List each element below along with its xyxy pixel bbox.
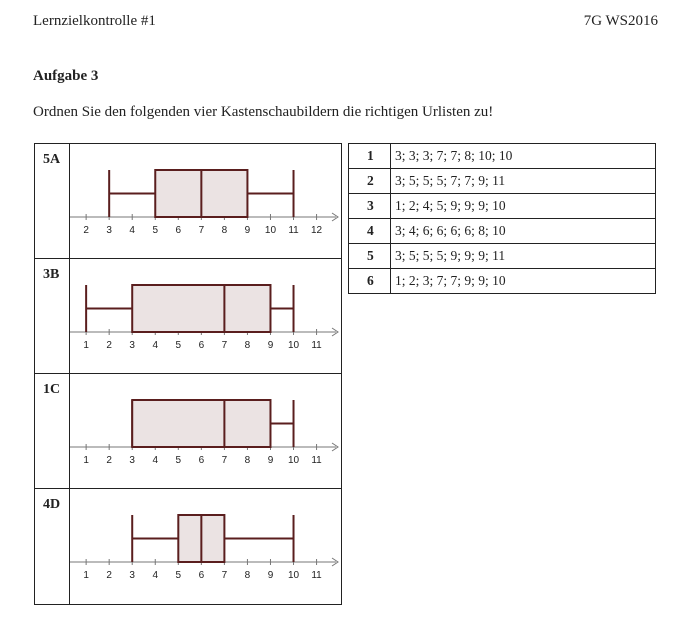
x-tick-label: 2 [83,225,89,236]
boxplot-row [35,374,341,489]
x-tick-label: 9 [267,570,274,581]
x-tick-label: 3 [129,570,135,581]
x-tick-label: 2 [106,570,112,581]
list-values: 3; 3; 3; 7; 7; 8; 10; 10 [391,144,656,169]
x-tick-label: 1 [83,340,89,351]
x-tick-label: 9 [267,455,274,466]
x-tick-label: 10 [264,225,277,236]
x-tick-label: 7 [221,455,228,466]
x-tick-label: 11 [311,570,322,581]
x-tick-label: 4 [152,340,159,351]
x-tick-label: 2 [106,340,112,351]
x-tick-label: 8 [244,455,251,466]
boxplot-chart [70,374,341,488]
boxplot-chart [70,489,341,603]
list-number: 5 [349,244,391,269]
x-tick-label: 7 [198,225,205,236]
x-tick-label: 10 [287,455,300,466]
boxplot-chart [70,259,341,373]
boxplot-label: 4D [35,489,70,604]
table-row [349,269,656,294]
list-number: 6 [349,269,391,294]
table-row [349,219,656,244]
boxplot-area [70,374,341,488]
boxplot-label: 3B [35,259,70,373]
task-instruction: Ordnen Sie den folgenden vier Kastenschaubildern die richtigen Urlisten zu! [33,104,494,120]
list-values: 1; 2; 4; 5; 9; 9; 9; 10 [391,194,656,219]
x-tick-label: 1 [83,455,89,466]
table-row [349,144,656,169]
x-tick-label: 9 [244,225,251,236]
box-iqr [132,400,270,447]
x-tick-label: 6 [198,455,205,466]
boxplot-row [35,259,341,374]
boxplot-area [70,489,341,604]
x-tick-label: 8 [244,340,251,351]
x-tick-label: 3 [129,340,135,351]
list-number: 1 [349,144,391,169]
x-tick-label: 12 [311,225,323,236]
boxplot-area [70,144,341,258]
x-tick-label: 3 [106,225,112,236]
table-row [349,194,656,219]
list-values: 3; 4; 6; 6; 6; 6; 8; 10 [391,219,656,244]
x-tick-label: 4 [129,225,135,236]
list-values: 3; 5; 5; 5; 9; 9; 9; 11 [391,244,656,269]
x-tick-label: 6 [198,570,205,581]
table-row [349,244,656,269]
x-tick-label: 10 [287,340,300,351]
x-tick-label: 8 [221,225,228,236]
x-tick-label: 11 [311,455,322,466]
boxplot-chart [70,144,341,258]
boxplot-label: 5A [35,144,70,258]
boxplot-row [35,489,341,604]
x-tick-label: 6 [198,340,205,351]
boxplot-row [35,144,341,259]
x-tick-label: 1 [83,570,89,581]
header-right: 7G WS2016 [583,13,658,29]
x-tick-label: 5 [175,570,182,581]
list-number: 3 [349,194,391,219]
list-values: 1; 2; 3; 7; 7; 9; 9; 10 [391,269,656,294]
table-row [349,169,656,194]
x-tick-label: 8 [244,570,251,581]
x-tick-label: 2 [106,455,112,466]
boxplot-area [70,259,341,373]
box-iqr [132,285,270,332]
x-tick-label: 11 [288,225,299,236]
header-left: Lernzielkontrolle #1 [33,13,156,29]
x-tick-label: 5 [175,455,182,466]
x-tick-label: 5 [152,225,159,236]
x-tick-label: 5 [175,340,182,351]
list-number: 4 [349,219,391,244]
boxplot-panel [34,143,342,605]
list-values: 3; 5; 5; 5; 7; 7; 9; 11 [391,169,656,194]
x-tick-label: 3 [129,455,135,466]
x-tick-label: 4 [152,570,159,581]
list-table [348,143,656,294]
x-tick-label: 10 [287,570,300,581]
x-tick-label: 11 [311,340,322,351]
list-number: 2 [349,169,391,194]
x-tick-label: 7 [221,570,228,581]
boxplot-label: 1C [35,374,70,488]
task-title: Aufgabe 3 [33,68,99,84]
x-tick-label: 6 [175,225,182,236]
x-tick-label: 9 [267,340,274,351]
x-tick-label: 7 [221,340,228,351]
x-tick-label: 4 [152,455,159,466]
